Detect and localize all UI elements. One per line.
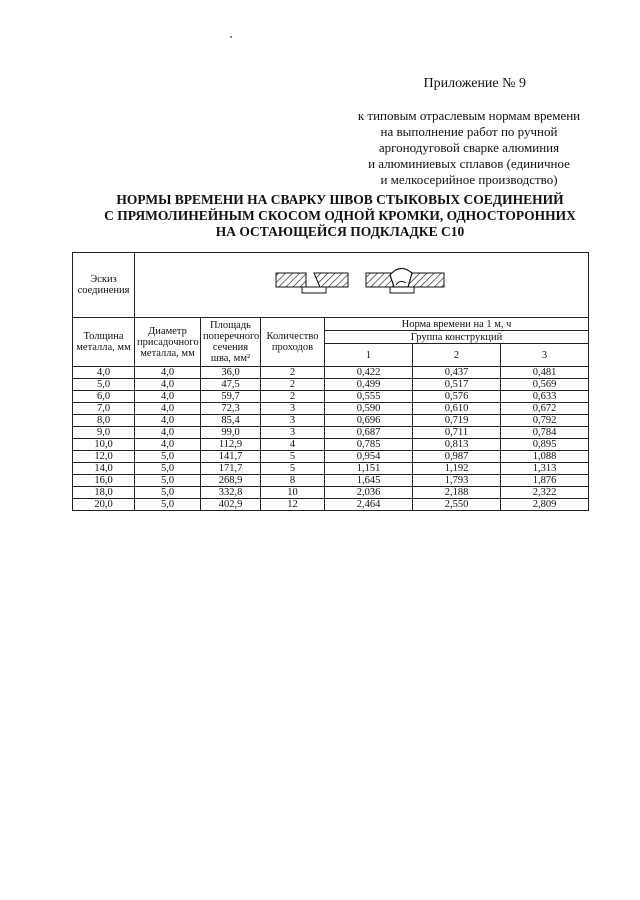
header-area: Площадь поперечного сечения шва, мм²: [201, 318, 261, 367]
table-cell: 5,0: [135, 451, 201, 463]
table-cell: 2,188: [413, 487, 501, 499]
table-cell: 4,0: [135, 379, 201, 391]
table-cell: 9,0: [73, 427, 135, 439]
header-diameter: Диаметр присадочного металла, мм: [135, 318, 201, 367]
table-cell: 2,322: [501, 487, 589, 499]
table-cell: 1,876: [501, 475, 589, 487]
table-cell: 1,151: [325, 463, 413, 475]
table-cell: 1,793: [413, 475, 501, 487]
table-cell: 0,555: [325, 391, 413, 403]
table-cell: 0,499: [325, 379, 413, 391]
table-cell: 10: [261, 487, 325, 499]
header-thickness: Толщина металла, мм: [73, 318, 135, 367]
table-cell: 4,0: [135, 391, 201, 403]
appendix-line: к типовым отраслевым нормам времени: [357, 108, 581, 123]
table-cell: 0,437: [413, 367, 501, 379]
table-cell: 0,590: [325, 403, 413, 415]
table-cell: 2,809: [501, 499, 589, 511]
table-cell: 171,7: [201, 463, 261, 475]
header-group: Группа конструкций: [325, 331, 589, 344]
table-cell: 1,088: [501, 451, 589, 463]
joint-sketch: [135, 253, 589, 318]
norms-table-body: [73, 367, 589, 511]
table-cell: 332,8: [201, 487, 261, 499]
table-cell: 4,0: [135, 439, 201, 451]
title-line: НОРМЫ ВРЕМЕНИ НА СВАРКУ ШВОВ СТЫКОВЫХ СОЕДИНЕНИЙ: [116, 192, 564, 207]
table-cell: 0,422: [325, 367, 413, 379]
table-cell: 12: [261, 499, 325, 511]
appendix-block: [344, 76, 584, 188]
table-cell: 0,481: [501, 367, 589, 379]
header-group-1: 1: [325, 344, 413, 367]
table-cell: 47,5: [201, 379, 261, 391]
table-cell: 0,610: [413, 403, 501, 415]
table-row: [73, 499, 589, 511]
table-cell: 72,3: [201, 403, 261, 415]
table-row: [73, 439, 589, 451]
table-cell: 59,7: [201, 391, 261, 403]
table-cell: 268,9: [201, 475, 261, 487]
appendix-line: аргонодуговой сварке алюминия: [378, 140, 560, 155]
table-cell: 402,9: [201, 499, 261, 511]
table-cell: 20,0: [73, 499, 135, 511]
table-cell: 4: [261, 439, 325, 451]
table-cell: 99,0: [201, 427, 261, 439]
table-row: [73, 379, 589, 391]
table-cell: 18,0: [73, 487, 135, 499]
table-cell: 1,313: [501, 463, 589, 475]
table-cell: 2: [261, 367, 325, 379]
table-row: [73, 463, 589, 475]
table-cell: 5,0: [135, 487, 201, 499]
table-cell: 0,633: [501, 391, 589, 403]
table-cell: 0,987: [413, 451, 501, 463]
table-cell: 0,785: [325, 439, 413, 451]
table-cell: 1,645: [325, 475, 413, 487]
table-cell: 85,4: [201, 415, 261, 427]
table-cell: 0,792: [501, 415, 589, 427]
table-cell: 5: [261, 451, 325, 463]
header-group-2: 2: [413, 344, 501, 367]
header-group-3: 3: [501, 344, 589, 367]
table-cell: 0,784: [501, 427, 589, 439]
table-cell: 36,0: [201, 367, 261, 379]
table-cell: 0,954: [325, 451, 413, 463]
table-row: [73, 451, 589, 463]
table-row: [73, 367, 589, 379]
table-cell: 3: [261, 427, 325, 439]
table-cell: 2,464: [325, 499, 413, 511]
table-cell: 2: [261, 391, 325, 403]
table-cell: 4,0: [135, 403, 201, 415]
joint-sketch-icon: [272, 265, 452, 305]
table-cell: 5,0: [135, 463, 201, 475]
table-cell: 12,0: [73, 451, 135, 463]
document-title: [80, 192, 600, 240]
table-cell: 141,7: [201, 451, 261, 463]
table-cell: 1,192: [413, 463, 501, 475]
table-cell: 0,672: [501, 403, 589, 415]
table-cell: 0,569: [501, 379, 589, 391]
table-row: [73, 391, 589, 403]
table-cell: 0,576: [413, 391, 501, 403]
table-row: [73, 427, 589, 439]
table-cell: 0,711: [413, 427, 501, 439]
title-line: С ПРЯМОЛИНЕЙНЫМ СКОСОМ ОДНОЙ КРОМКИ, ОДНОСТОРОННИХ: [104, 208, 576, 223]
table-cell: 4,0: [135, 415, 201, 427]
table-cell: 5,0: [135, 499, 201, 511]
table-cell: 0,696: [325, 415, 413, 427]
title-line: НА ОСТАЮЩЕЙСЯ ПОДКЛАДКЕ С10: [215, 224, 465, 239]
table-cell: 0,813: [413, 439, 501, 451]
table-cell: 3: [261, 415, 325, 427]
appendix-line: и алюминиевых сплавов (единичное: [368, 156, 570, 171]
appendix-line: и мелкосерийное производство): [380, 172, 558, 187]
table-cell: 0,895: [501, 439, 589, 451]
table-cell: 0,719: [413, 415, 501, 427]
table-cell: 4,0: [135, 427, 201, 439]
table-cell: 8,0: [73, 415, 135, 427]
table-cell: 112,9: [201, 439, 261, 451]
table-cell: 2: [261, 379, 325, 391]
table-cell: 7,0: [73, 403, 135, 415]
table-cell: 5,0: [73, 379, 135, 391]
table-cell: 14,0: [73, 463, 135, 475]
table-cell: 5: [261, 463, 325, 475]
table-row: [73, 487, 589, 499]
appendix-title: Приложение № 9: [423, 76, 526, 91]
table-row: [73, 403, 589, 415]
table-cell: 0,687: [325, 427, 413, 439]
table-cell: 6,0: [73, 391, 135, 403]
table-cell: 0,517: [413, 379, 501, 391]
scan-speck: [230, 36, 232, 38]
table-row: [73, 475, 589, 487]
table-cell: 8: [261, 475, 325, 487]
table-row: [73, 415, 589, 427]
table-cell: 2,036: [325, 487, 413, 499]
table-cell: 4,0: [73, 367, 135, 379]
norms-table: [72, 252, 589, 511]
table-cell: 5,0: [135, 475, 201, 487]
appendix-line: на выполнение работ по ручной: [380, 124, 558, 139]
header-passes: Количество проходов: [261, 318, 325, 367]
header-norm: Норма времени на 1 м, ч: [325, 318, 589, 331]
sketch-label: Эскиз соединения: [73, 253, 135, 318]
table-cell: 4,0: [135, 367, 201, 379]
table-cell: 16,0: [73, 475, 135, 487]
table-cell: 3: [261, 403, 325, 415]
table-cell: 10,0: [73, 439, 135, 451]
table-cell: 2,550: [413, 499, 501, 511]
